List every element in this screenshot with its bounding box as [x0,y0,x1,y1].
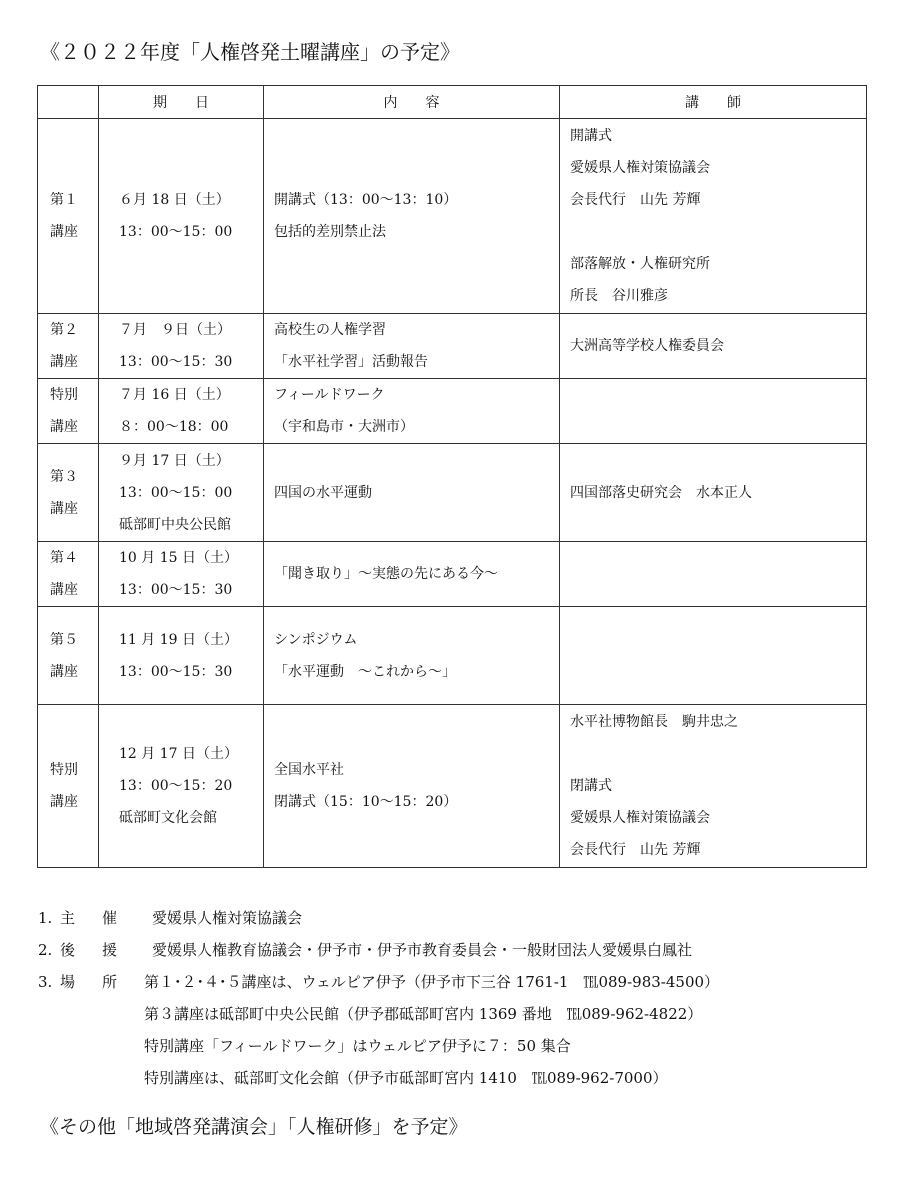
date-cell-line: 13：00〜15：00 [119,484,233,501]
date-cell-line: 13：00〜15：00 [119,224,233,240]
date-cell-line: 11 月 19 日（土） [119,631,238,648]
table-row [38,314,867,379]
notes-section [38,902,719,1094]
date-cell [99,542,264,607]
content-cell-line: シンポジウム [274,631,358,648]
lecturer-cell-line: 開講式 [570,128,612,144]
note-item [38,966,719,1094]
content-cell [264,379,560,444]
table-row [38,379,867,444]
date-cell-line: 砥部町文化会館 [119,810,217,826]
date-cell-line: 砥部町中央公民館 [119,516,231,533]
date-cell-line: 13：00〜15：30 [119,354,233,370]
date-cell-line: ８：00〜18：00 [119,419,229,435]
lecturer-cell-line: 大洲高等学校人権委員会 [570,338,724,354]
content-cell [264,705,560,868]
note-label: 場 所 [60,973,124,991]
lesson-cell [38,119,99,314]
content-cell-line: 「聞き取り」〜実態の先にある今〜 [274,566,498,582]
date-cell [99,379,264,444]
content-cell-line: 閉講式（15：10〜15：20） [274,794,458,810]
note-label: 後 援 [60,941,124,959]
header-content: 内 容 [264,86,560,119]
header-lesson [38,86,99,119]
lesson-cell-line: 第２ [50,322,78,338]
content-cell [264,314,560,379]
table-row [38,119,867,314]
lecturer-cell [560,444,867,542]
lesson-cell [38,444,99,542]
lecturer-cell-line: 会長代行 山先 芳輝 [570,192,701,208]
note-text: 第３講座は砥部町中央公民館（伊予郡砥部町宮内 1369 番地 ℡089-962-4822） [144,1005,703,1023]
lecturer-cell [560,607,867,705]
note-label: 主 催 [60,909,124,927]
lecturer-cell-line: 会長代行 山先 芳輝 [570,842,701,858]
lesson-cell-line: 講座 [50,354,78,370]
lesson-cell-line: 第４ [50,550,78,566]
content-cell-line: 開講式（13：00〜13：10） [274,192,458,208]
lecturer-cell [560,705,867,868]
lesson-cell-line: 第１ [50,192,78,208]
date-cell-line: 12 月 17 日（土） [119,746,238,762]
lesson-cell-line: 講座 [50,582,78,598]
content-cell-line: 包括的差別禁止法 [274,224,386,240]
header-date: 期 日 [99,86,264,119]
table-row [38,705,867,868]
lesson-cell [38,705,99,868]
content-cell [264,119,560,314]
date-cell [99,444,264,542]
lesson-cell-line: 講座 [50,419,78,435]
content-cell-line: 全国水平社 [274,762,344,778]
date-cell-line: ６月 18 日（土） [119,192,230,208]
date-cell-line: ７月 ９日（土） [119,322,231,338]
date-cell [99,607,264,705]
lecturer-cell [560,379,867,444]
content-cell-line: 「水平社学習」活動報告 [274,354,428,370]
lecturer-cell-line: 閉講式 [570,778,612,794]
note-number: 1. [38,909,53,927]
date-cell [99,705,264,868]
date-cell-line: ９月 17 日（土） [119,452,230,469]
document-title: 《２０２２年度「人権啓発土曜講座」の予定》 [40,40,460,64]
lecturer-cell-line: 愛媛県人権対策協議会 [570,810,710,826]
note-text: 愛媛県人権対策協議会 [152,909,303,927]
lesson-cell [38,314,99,379]
lesson-cell-line: 第３ [50,468,78,485]
lesson-cell-line: 講座 [50,663,78,680]
content-cell [264,444,560,542]
lesson-cell [38,607,99,705]
lesson-cell [38,379,99,444]
date-cell-line: 13：00〜15：30 [119,582,233,598]
date-cell-line: 13：00〜15：20 [119,778,233,794]
date-cell [99,119,264,314]
note-text: 第１･２･４･５講座は、ウェルピア伊予（伊予市下三谷 1761-1 ℡089-983-4500） [144,973,720,991]
content-cell [264,542,560,607]
content-cell-line: 四国の水平運動 [274,484,372,501]
note-item [38,902,719,934]
lesson-cell-line: 講座 [50,224,78,240]
lecturer-cell-line: 愛媛県人権対策協議会 [570,160,710,176]
content-cell-line: （宇和島市・大洲市） [274,419,414,435]
date-cell [99,314,264,379]
note-text: 特別講座「フィールドワーク」はウェルピア伊予に７：50 集合 [144,1037,571,1055]
note-number: 2. [38,941,53,959]
content-cell-line: 高校生の人権学習 [274,322,386,338]
note-number: 3. [38,973,53,991]
lecturer-cell [560,119,867,314]
note-item [38,934,719,966]
content-cell-line: 「水平運動 〜これから〜」 [274,663,456,680]
header-lecturer: 講 師 [560,86,867,119]
content-cell [264,607,560,705]
date-cell-line: 13：00〜15：30 [119,663,233,680]
lesson-cell-line: 第５ [50,631,78,648]
content-cell-line: フィールドワーク [274,387,385,403]
table-row [38,607,867,705]
date-cell-line: 10 月 15 日（土） [119,550,238,566]
lesson-cell-line: 講座 [50,794,78,810]
lesson-cell-line: 特別 [50,387,78,403]
note-text: 特別講座は、砥部町文化会館（伊予市砥部町宮内 1410 ℡089-962-7000） [144,1069,668,1087]
lesson-cell-line: 講座 [50,500,78,517]
lecturer-cell-line: 部落解放・人権研究所 [570,256,710,272]
lesson-cell [38,542,99,607]
lecturer-cell-line: 四国部落史研究会 水本正人 [570,484,752,501]
lecturer-cell [560,314,867,379]
date-cell-line: ７月 16 日（土） [119,387,230,403]
footer-note: 《その他「地域啓発講演会」「人権研修」を予定》 [40,1116,468,1138]
note-text: 愛媛県人権教育協議会・伊予市・伊予市教育委員会・一般財団法人愛媛県白鳳社 [152,941,693,959]
table-row [38,542,867,607]
schedule-table [37,85,867,868]
table-header-row [38,86,867,119]
lecturer-cell [560,542,867,607]
table-row [38,444,867,542]
lesson-cell-line: 特別 [50,762,78,778]
lecturer-cell-line [570,738,858,770]
lecturer-cell-line: 所長 谷川雅彦 [570,288,668,304]
lecturer-cell-line [570,216,858,248]
lecturer-cell-line: 水平社博物館長 駒井忠之 [570,714,738,730]
